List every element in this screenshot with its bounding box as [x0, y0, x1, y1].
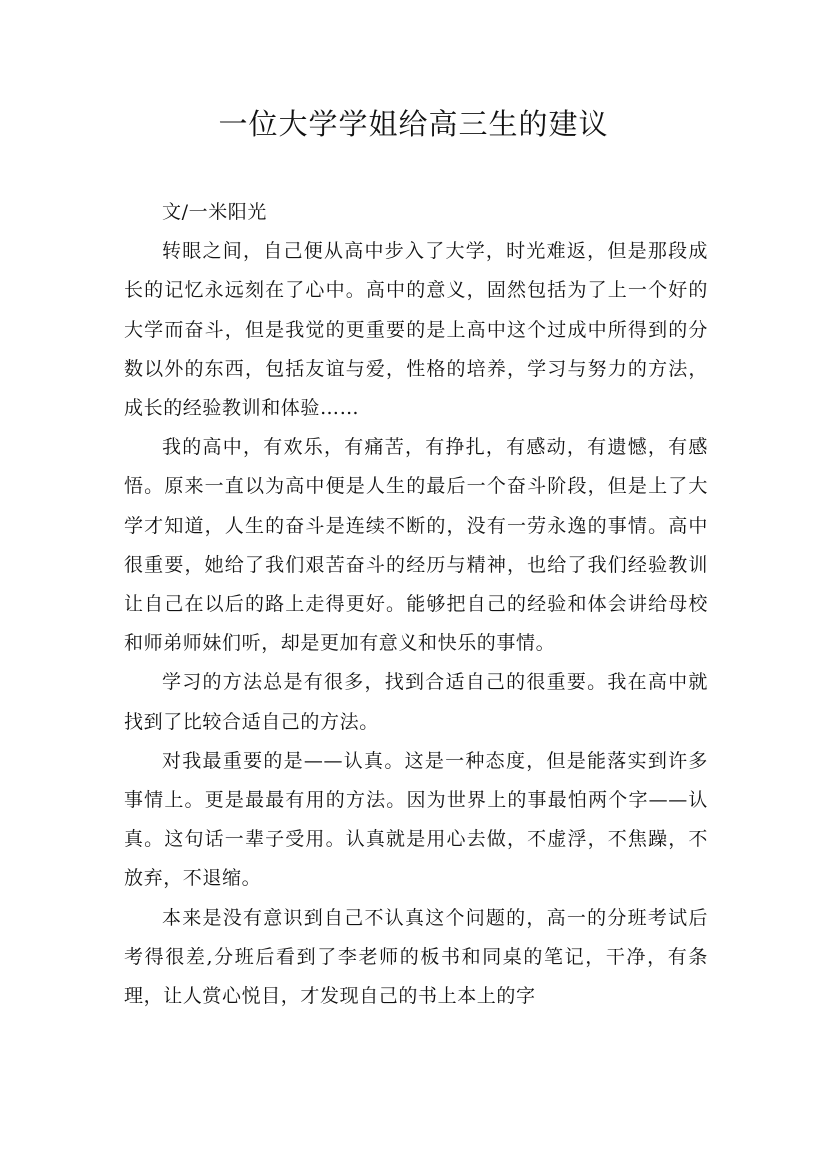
- paragraph: 对我最重要的是——认真。这是一种态度，但是能落实到许多事情上。更是最最有用的方法。因为世界上的事最怕两个字——认真。这句话一辈子受用。认真就是用心去做，不虚浮，不焦躁，不放弃，不退缩。: [124, 749, 708, 890]
- document-title: 一位大学学姐给高三生的建议: [218, 107, 609, 141]
- paragraph: 学习的方法总是有很多，找到合适自己的很重要。我在高中就找到了比较合适自己的方法。: [124, 671, 708, 733]
- document-body: [124, 193, 708, 1016]
- paragraph: 转眼之间，自己便从高中步入了大学，时光难返，但是那段成长的记忆永远刻在了心中。高中的意义，固然包括为了上一个好的大学而奋斗，但是我觉的更重要的是上高中这个过成中所得到的分数以外的东西，包括友谊与爱，性格的培养，学习与努力的方法，成长的经验教训和体验……: [124, 240, 708, 420]
- paragraph: 本来是没有意识到自己不认真这个问题的，高一的分班考试后考得很差,分班后看到了李老师的板书和同桌的笔记，干净，有条理，让人赏心悦目，才发现自己的书上本上的字: [124, 906, 708, 1008]
- author-line: 文/一米阳光: [162, 201, 268, 223]
- paragraph: 我的高中，有欢乐，有痛苦，有挣扎，有感动，有遗憾，有感悟。原来一直以为高中便是人生的最后一个奋斗阶段，但是上了大学才知道，人生的奋斗是连续不断的，没有一劳永逸的事情。高中很重要，她给了我们艰苦奋斗的经历与精神，也给了我们经验教训让自己在以后的路上走得更好。能够把自己的经验和体会讲给母校和师弟师妹们听，却是更加有意义和快乐的事情。: [124, 436, 708, 655]
